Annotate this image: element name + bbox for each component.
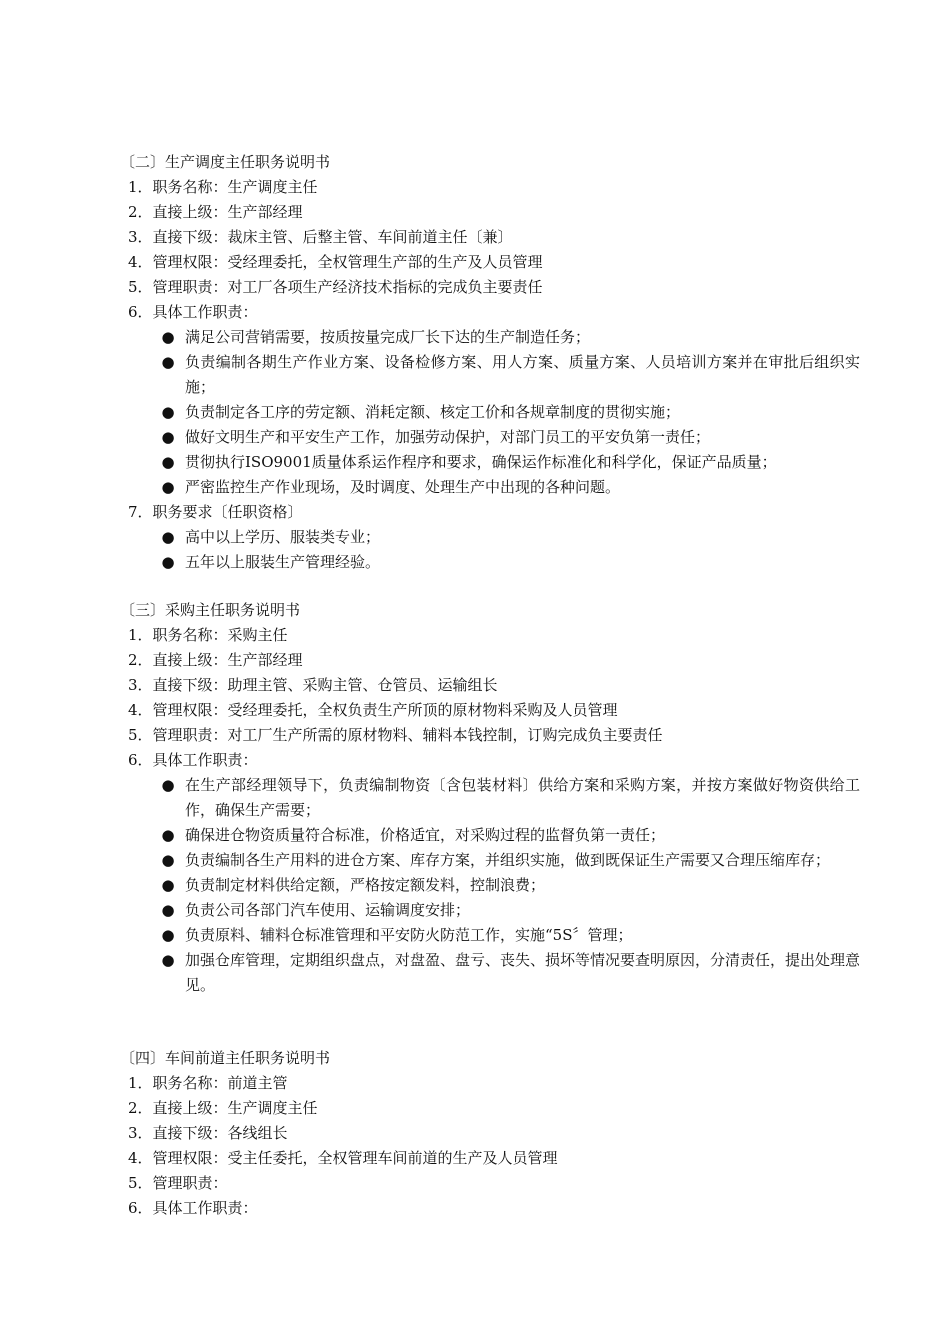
list-item: 2．直接上级：生产部经理 <box>128 203 303 221</box>
list-item: 1．职务名称：前道主管 <box>128 1074 288 1092</box>
list-item: 5．管理职责： <box>128 1174 228 1192</box>
section-production-scheduling <box>120 150 860 575</box>
duty-item <box>120 450 860 475</box>
section-title: 〔二〕生产调度主任职务说明书 <box>120 153 331 171</box>
list-item: 1．职务名称：生产调度主任 <box>128 178 318 196</box>
duty-text: 贯彻执行ISO9001质量体系运作程序和要求，确保运作标准化和科学化，保证产品质量； <box>185 453 777 471</box>
list-item: 2．直接上级：生产部经理 <box>128 651 303 669</box>
bullet-icon: ● <box>161 901 175 919</box>
duty-item <box>120 350 860 400</box>
duty-item <box>120 923 860 948</box>
duty-list <box>120 325 860 500</box>
duty-text: 负责公司各部门汽车使用、运输调度安排； <box>185 901 471 919</box>
requirements-title: 7．职务要求〔任职资格〕 <box>128 503 303 521</box>
duty-text: 严密监控生产作业现场，及时调度、处理生产中出现的各种问题。 <box>185 478 621 496</box>
duty-item <box>120 773 860 823</box>
list-item: 3．直接下级：助理主管、采购主管、仓管员、运输组长 <box>128 676 498 694</box>
requirement-item <box>120 550 860 575</box>
section-front-workshop <box>120 1046 860 1221</box>
requirement-text: 高中以上学历、服装类专业； <box>185 528 381 546</box>
list-item: 1．职务名称：采购主任 <box>128 626 288 644</box>
list-item: 4．管理权限：受经理委托，全权负责生产所顶的原材物料采购及人员管理 <box>128 701 618 719</box>
duty-item <box>120 325 860 350</box>
list-item: 4．管理权限：受经理委托，全权管理生产部的生产及人员管理 <box>128 253 543 271</box>
duty-item <box>120 948 860 998</box>
bullet-icon: ● <box>161 428 175 446</box>
bullet-icon: ● <box>161 478 175 496</box>
bullet-icon: ● <box>161 851 175 869</box>
requirement-item <box>120 525 860 550</box>
duty-text: 负责制定各工序的劳定额、消耗定额、核定工价和各规章制度的贯彻实施； <box>185 403 681 421</box>
list-item: 6．具体工作职责： <box>128 751 258 769</box>
duty-text: 负责编制各期生产作业方案、设备检修方案、用人方案、质量方案、人员培训方案并在审批后组织实施； <box>185 353 860 396</box>
duty-text: 在生产部经理领导下，负责编制物资〔含包装材料〕供给方案和采购方案，并按方案做好物资供给工作，确保生产需要； <box>185 776 860 819</box>
list-item: 5．管理职责：对工厂生产所需的原材物料、辅料本钱控制，订购完成负主要责任 <box>128 726 663 744</box>
requirement-text: 五年以上服装生产管理经验。 <box>185 553 381 571</box>
bullet-icon: ● <box>161 353 175 371</box>
list-item: 4．管理权限：受主任委托，全权管理车间前道的生产及人员管理 <box>128 1149 558 1167</box>
section-procurement <box>120 598 860 998</box>
list-item: 3．直接下级：裁床主管、后整主管、车间前道主任〔兼〕 <box>128 228 513 246</box>
duty-item <box>120 425 860 450</box>
list-item: 6．具体工作职责： <box>128 1199 258 1217</box>
list-item: 5．管理职责：对工厂各项生产经济技术指标的完成负主要责任 <box>128 278 543 296</box>
section-title: 〔三〕采购主任职务说明书 <box>120 601 301 619</box>
duty-text: 满足公司营销需要，按质按量完成厂长下达的生产制造任务； <box>185 328 591 346</box>
duty-item <box>120 873 860 898</box>
duty-text: 确保进仓物资质量符合标准，价格适宜，对采购过程的监督负第一责任； <box>185 826 666 844</box>
bullet-icon: ● <box>161 528 175 546</box>
duty-list <box>120 773 860 998</box>
bullet-icon: ● <box>161 776 175 794</box>
duty-item <box>120 898 860 923</box>
duty-item <box>120 475 860 500</box>
duty-item <box>120 848 860 873</box>
duty-text: 负责编制各生产用料的进仓方案、库存方案，并组织实施，做到既保证生产需要又合理压缩库存； <box>185 851 831 869</box>
duty-text: 加强仓库管理，定期组织盘点，对盘盈、盘亏、丧失、损坏等情况要查明原因，分清责任，提出处理意见。 <box>185 951 861 994</box>
duty-item <box>120 823 860 848</box>
duty-text: 做好文明生产和平安生产工作，加强劳动保护，对部门员工的平安负第一责任； <box>185 428 711 446</box>
duty-text: 负责制定材料供给定额，严格按定额发料，控制浪费； <box>185 876 546 894</box>
duty-text: 负责原料、辅料仓标准管理和平安防火防范工作，实施“5S〞管理； <box>185 926 633 944</box>
requirement-list <box>120 525 860 575</box>
list-item: 3．直接下级：各线组长 <box>128 1124 288 1142</box>
list-item: 2．直接上级：生产调度主任 <box>128 1099 318 1117</box>
bullet-icon: ● <box>161 403 175 421</box>
section-title: 〔四〕车间前道主任职务说明书 <box>120 1049 331 1067</box>
bullet-icon: ● <box>161 926 175 944</box>
bullet-icon: ● <box>161 826 175 844</box>
bullet-icon: ● <box>161 876 175 894</box>
duty-item <box>120 400 860 425</box>
list-item: 6．具体工作职责： <box>128 303 258 321</box>
bullet-icon: ● <box>161 453 175 471</box>
bullet-icon: ● <box>161 951 175 969</box>
bullet-icon: ● <box>161 328 175 346</box>
bullet-icon: ● <box>161 553 175 571</box>
